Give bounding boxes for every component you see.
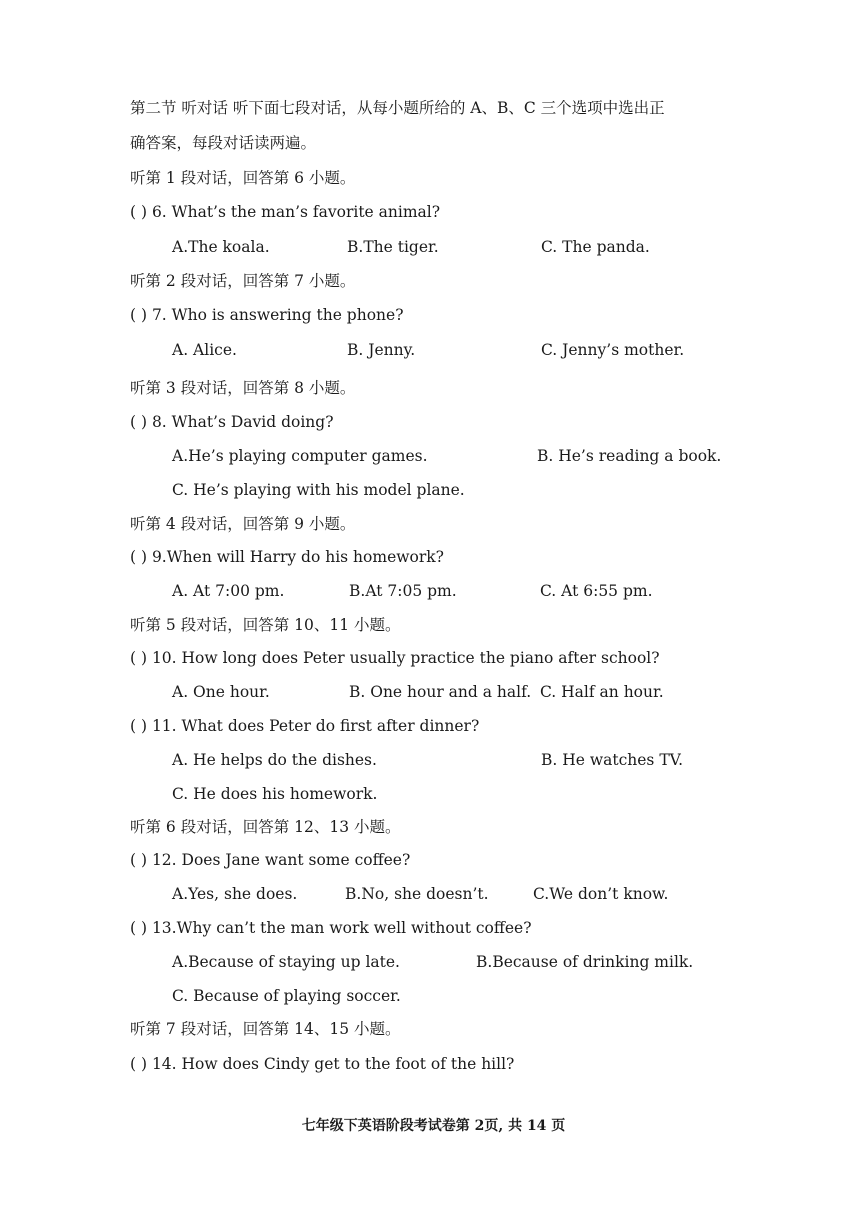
question-10-option-a: A. One hour.: [172, 683, 270, 701]
page-footer: 七年级下英语阶段考试卷第 2页, 共 14 页: [301, 1118, 566, 1134]
question-6-option-b: B.The tiger.: [347, 238, 439, 256]
question-9-option-a: A. At 7:00 pm.: [172, 582, 285, 600]
question-8-stem: ( ) 8. What’s David doing?: [130, 413, 334, 431]
question-12-option-b: B.No, she doesn’t.: [345, 885, 489, 903]
question-6-stem: ( ) 6. What’s the man’s favorite animal?: [130, 203, 441, 221]
question-10-stem: ( ) 10. How long does Peter usually practice the piano after school?: [130, 649, 660, 667]
dialogue-1-header: 听第 1 段对话，回答第 6 小题。: [130, 169, 356, 187]
question-13-stem: ( ) 13.Why can’t the man work well without coffee?: [130, 919, 532, 937]
question-10-option-b: B. One hour and a half.: [349, 683, 532, 701]
question-7-option-a: A. Alice.: [172, 341, 237, 359]
dialogue-5-header: 听第 5 段对话，回答第 10、11 小题。: [130, 616, 401, 634]
question-11-stem: ( ) 11. What does Peter do first after dinner?: [130, 717, 480, 735]
question-13-option-a: A.Because of staying up late.: [172, 953, 400, 971]
question-7-stem: ( ) 7. Who is answering the phone?: [130, 306, 404, 324]
question-9-option-b: B.At 7:05 pm.: [349, 582, 457, 600]
question-8-option-b: B. He’s reading a book.: [537, 447, 722, 465]
dialogue-3-header: 听第 3 段对话，回答第 8 小题。: [130, 379, 356, 397]
question-9-stem: ( ) 9.When will Harry do his homework?: [130, 548, 444, 566]
question-12-option-a: A.Yes, she does.: [172, 885, 298, 903]
dialogue-6-header: 听第 6 段对话，回答第 12、13 小题。: [130, 818, 401, 836]
question-7-option-c: C. Jenny’s mother.: [541, 341, 685, 359]
question-14-stem: ( ) 14. How does Cindy get to the foot of the hill?: [130, 1055, 515, 1073]
section-intro-line-1: 第二节 听对话 听下面七段对话，从每小题所给的 A、B、C 三个选项中选出正: [130, 99, 665, 117]
question-13-option-b: B.Because of drinking milk.: [476, 953, 694, 971]
question-11-option-c: C. He does his homework.: [172, 785, 378, 803]
question-11-option-b: B. He watches TV.: [541, 751, 684, 769]
question-6-option-c: C. The panda.: [541, 238, 650, 256]
question-13-option-c: C. Because of playing soccer.: [172, 987, 401, 1005]
question-11-option-a: A. He helps do the dishes.: [172, 751, 377, 769]
dialogue-4-header: 听第 4 段对话，回答第 9 小题。: [130, 515, 356, 533]
question-9-option-c: C. At 6:55 pm.: [540, 582, 653, 600]
question-7-option-b: B. Jenny.: [347, 341, 416, 359]
question-12-stem: ( ) 12. Does Jane want some coffee?: [130, 851, 411, 869]
question-8-option-c: C. He’s playing with his model plane.: [172, 481, 465, 499]
question-12-option-c: C.We don’t know.: [533, 885, 669, 903]
question-6-option-a: A.The koala.: [172, 238, 270, 256]
dialogue-7-header: 听第 7 段对话，回答第 14、15 小题。: [130, 1020, 401, 1038]
question-10-option-c: C. Half an hour.: [540, 683, 664, 701]
dialogue-2-header: 听第 2 段对话，回答第 7 小题。: [130, 272, 356, 290]
question-8-option-a: A.He’s playing computer games.: [172, 447, 428, 465]
section-intro-line-2: 确答案，每段对话读两遍。: [130, 134, 317, 152]
